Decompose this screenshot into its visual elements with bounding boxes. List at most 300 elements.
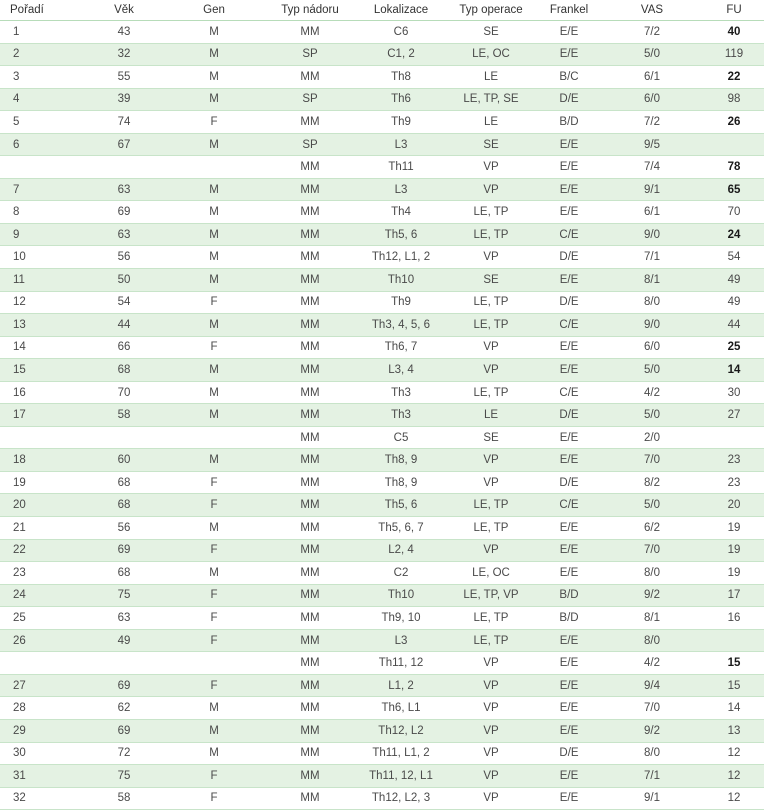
- header-poradi: Pořadí: [0, 0, 82, 21]
- cell-fu: 70: [704, 201, 764, 224]
- cell-typ-nadoru: MM: [262, 246, 358, 269]
- cell-vek: 58: [82, 404, 166, 427]
- cell-gen: M: [166, 517, 262, 540]
- cell-vas: 9/1: [600, 178, 704, 201]
- cell-frankel: E/E: [538, 697, 600, 720]
- table-row: [0, 156, 764, 179]
- cell-fu: 98: [704, 88, 764, 111]
- cell-vas: 7/2: [600, 111, 704, 134]
- cell-typ-operace: LE, TP: [444, 629, 538, 652]
- cell-poradi: [0, 652, 82, 675]
- table-row: [0, 471, 764, 494]
- cell-gen: [166, 426, 262, 449]
- cell-lokalizace: Th3: [358, 381, 444, 404]
- cell-fu: 19: [704, 539, 764, 562]
- cell-fu: 49: [704, 269, 764, 292]
- cell-fu: [704, 133, 764, 156]
- cell-frankel: E/E: [538, 517, 600, 540]
- cell-vas: 8/2: [600, 471, 704, 494]
- cell-vas: 4/2: [600, 381, 704, 404]
- cell-vas: 7/0: [600, 697, 704, 720]
- cell-gen: M: [166, 269, 262, 292]
- cell-gen: F: [166, 629, 262, 652]
- cell-typ-nadoru: MM: [262, 336, 358, 359]
- cell-typ-operace: LE, TP, VP: [444, 584, 538, 607]
- cell-fu: 16: [704, 607, 764, 630]
- cell-gen: M: [166, 314, 262, 337]
- cell-typ-operace: LE: [444, 66, 538, 89]
- cell-typ-operace: VP: [444, 156, 538, 179]
- cell-poradi: 2: [0, 43, 82, 66]
- cell-vek: 44: [82, 314, 166, 337]
- table-row: [0, 201, 764, 224]
- cell-lokalizace: Th8, 9: [358, 449, 444, 472]
- table-row: [0, 629, 764, 652]
- cell-vas: 8/1: [600, 269, 704, 292]
- cell-poradi: 10: [0, 246, 82, 269]
- cell-typ-nadoru: MM: [262, 359, 358, 382]
- cell-poradi: 28: [0, 697, 82, 720]
- cell-lokalizace: Th9: [358, 111, 444, 134]
- cell-gen: F: [166, 471, 262, 494]
- cell-fu: 12: [704, 742, 764, 765]
- cell-vas: 7/2: [600, 21, 704, 44]
- table-row: [0, 43, 764, 66]
- cell-lokalizace: Th9, 10: [358, 607, 444, 630]
- header-typ-operace: Typ operace: [444, 0, 538, 21]
- cell-frankel: D/E: [538, 88, 600, 111]
- cell-typ-operace: VP: [444, 178, 538, 201]
- table-row: [0, 314, 764, 337]
- cell-fu: 26: [704, 111, 764, 134]
- cell-vek: 75: [82, 765, 166, 788]
- cell-gen: M: [166, 381, 262, 404]
- cell-typ-nadoru: MM: [262, 674, 358, 697]
- cell-vas: 9/5: [600, 133, 704, 156]
- table-row: [0, 21, 764, 44]
- cell-vek: 54: [82, 291, 166, 314]
- cell-typ-nadoru: MM: [262, 652, 358, 675]
- cell-fu: 49: [704, 291, 764, 314]
- cell-frankel: B/C: [538, 66, 600, 89]
- cell-poradi: 21: [0, 517, 82, 540]
- cell-poradi: 30: [0, 742, 82, 765]
- cell-vek: [82, 426, 166, 449]
- table-row: [0, 246, 764, 269]
- cell-gen: F: [166, 674, 262, 697]
- cell-typ-operace: VP: [444, 765, 538, 788]
- cell-lokalizace: L1, 2: [358, 674, 444, 697]
- header-gen: Gen: [166, 0, 262, 21]
- cell-typ-nadoru: MM: [262, 111, 358, 134]
- cell-typ-operace: SE: [444, 426, 538, 449]
- cell-vek: 56: [82, 517, 166, 540]
- cell-vas: 5/0: [600, 359, 704, 382]
- cell-poradi: 5: [0, 111, 82, 134]
- cell-poradi: 25: [0, 607, 82, 630]
- cell-vek: 70: [82, 381, 166, 404]
- cell-fu: 44: [704, 314, 764, 337]
- cell-typ-nadoru: MM: [262, 494, 358, 517]
- header-typ-nadoru: Typ nádoru: [262, 0, 358, 21]
- cell-vek: 56: [82, 246, 166, 269]
- cell-typ-operace: LE, TP: [444, 291, 538, 314]
- cell-gen: [166, 156, 262, 179]
- cell-vek: 58: [82, 787, 166, 810]
- cell-gen: M: [166, 178, 262, 201]
- cell-frankel: B/D: [538, 111, 600, 134]
- header-vek: Věk: [82, 0, 166, 21]
- cell-vek: 60: [82, 449, 166, 472]
- cell-gen: M: [166, 697, 262, 720]
- cell-vek: 55: [82, 66, 166, 89]
- cell-frankel: E/E: [538, 426, 600, 449]
- cell-gen: [166, 652, 262, 675]
- cell-typ-operace: LE, OC: [444, 562, 538, 585]
- table-body: [0, 21, 764, 810]
- cell-typ-operace: LE, TP: [444, 494, 538, 517]
- cell-lokalizace: Th11: [358, 156, 444, 179]
- cell-vas: 5/0: [600, 494, 704, 517]
- cell-frankel: E/E: [538, 269, 600, 292]
- cell-poradi: 13: [0, 314, 82, 337]
- cell-vek: 75: [82, 584, 166, 607]
- cell-fu: 78: [704, 156, 764, 179]
- cell-fu: 40: [704, 21, 764, 44]
- table-row: [0, 178, 764, 201]
- cell-gen: M: [166, 719, 262, 742]
- cell-vas: 9/2: [600, 584, 704, 607]
- cell-frankel: D/E: [538, 742, 600, 765]
- cell-frankel: C/E: [538, 314, 600, 337]
- cell-lokalizace: C6: [358, 21, 444, 44]
- cell-frankel: E/E: [538, 562, 600, 585]
- cell-typ-operace: VP: [444, 674, 538, 697]
- cell-poradi: 18: [0, 449, 82, 472]
- cell-typ-operace: LE, TP: [444, 517, 538, 540]
- cell-fu: 25: [704, 336, 764, 359]
- cell-lokalizace: L3: [358, 629, 444, 652]
- cell-fu: 15: [704, 674, 764, 697]
- cell-vas: 6/1: [600, 66, 704, 89]
- cell-gen: M: [166, 449, 262, 472]
- cell-lokalizace: L3, 4: [358, 359, 444, 382]
- cell-typ-operace: LE: [444, 111, 538, 134]
- cell-fu: 119: [704, 43, 764, 66]
- cell-lokalizace: Th5, 6: [358, 223, 444, 246]
- cell-gen: M: [166, 88, 262, 111]
- cell-vek: 69: [82, 719, 166, 742]
- cell-lokalizace: Th6: [358, 88, 444, 111]
- cell-lokalizace: Th4: [358, 201, 444, 224]
- cell-frankel: E/E: [538, 178, 600, 201]
- cell-poradi: 17: [0, 404, 82, 427]
- cell-typ-nadoru: MM: [262, 629, 358, 652]
- cell-frankel: E/E: [538, 359, 600, 382]
- cell-typ-nadoru: MM: [262, 223, 358, 246]
- cell-lokalizace: L3: [358, 178, 444, 201]
- cell-vas: 6/0: [600, 336, 704, 359]
- cell-gen: F: [166, 765, 262, 788]
- cell-lokalizace: C1, 2: [358, 43, 444, 66]
- cell-fu: 23: [704, 449, 764, 472]
- cell-vas: 5/0: [600, 43, 704, 66]
- cell-vek: 67: [82, 133, 166, 156]
- cell-gen: F: [166, 539, 262, 562]
- cell-vas: 8/0: [600, 629, 704, 652]
- cell-poradi: 22: [0, 539, 82, 562]
- cell-typ-operace: LE, TP: [444, 607, 538, 630]
- cell-poradi: 16: [0, 381, 82, 404]
- cell-vek: [82, 156, 166, 179]
- cell-vek: 39: [82, 88, 166, 111]
- cell-gen: M: [166, 223, 262, 246]
- table-row: [0, 742, 764, 765]
- cell-lokalizace: Th10: [358, 269, 444, 292]
- cell-lokalizace: Th12, L1, 2: [358, 246, 444, 269]
- cell-poradi: 11: [0, 269, 82, 292]
- cell-vek: [82, 652, 166, 675]
- cell-vas: 4/2: [600, 652, 704, 675]
- table-row: [0, 133, 764, 156]
- cell-vas: 8/1: [600, 607, 704, 630]
- cell-typ-nadoru: MM: [262, 607, 358, 630]
- cell-vas: 8/0: [600, 742, 704, 765]
- cell-fu: 65: [704, 178, 764, 201]
- cell-frankel: E/E: [538, 539, 600, 562]
- cell-typ-nadoru: MM: [262, 449, 358, 472]
- cell-typ-operace: SE: [444, 269, 538, 292]
- cell-vas: 6/0: [600, 88, 704, 111]
- cell-gen: M: [166, 742, 262, 765]
- cell-typ-nadoru: MM: [262, 314, 358, 337]
- cell-vas: 7/0: [600, 539, 704, 562]
- cell-lokalizace: C2: [358, 562, 444, 585]
- cell-gen: F: [166, 111, 262, 134]
- cell-frankel: E/E: [538, 652, 600, 675]
- cell-lokalizace: Th3: [358, 404, 444, 427]
- cell-vas: 6/1: [600, 201, 704, 224]
- cell-typ-nadoru: SP: [262, 43, 358, 66]
- cell-frankel: D/E: [538, 404, 600, 427]
- cell-typ-operace: VP: [444, 742, 538, 765]
- header-row: [0, 0, 764, 21]
- header-frankel: Frankel: [538, 0, 600, 21]
- table-row: [0, 449, 764, 472]
- cell-vas: 6/2: [600, 517, 704, 540]
- cell-fu: 30: [704, 381, 764, 404]
- cell-typ-nadoru: MM: [262, 426, 358, 449]
- cell-frankel: E/E: [538, 156, 600, 179]
- cell-fu: 15: [704, 652, 764, 675]
- cell-vas: 7/4: [600, 156, 704, 179]
- cell-fu: 12: [704, 787, 764, 810]
- cell-poradi: 1: [0, 21, 82, 44]
- cell-lokalizace: Th3, 4, 5, 6: [358, 314, 444, 337]
- cell-typ-operace: VP: [444, 471, 538, 494]
- table-row: [0, 291, 764, 314]
- cell-gen: F: [166, 336, 262, 359]
- cell-poradi: 9: [0, 223, 82, 246]
- cell-frankel: E/E: [538, 787, 600, 810]
- cell-fu: 14: [704, 359, 764, 382]
- cell-typ-nadoru: MM: [262, 201, 358, 224]
- cell-lokalizace: Th11, 12, L1: [358, 765, 444, 788]
- cell-lokalizace: Th9: [358, 291, 444, 314]
- cell-typ-nadoru: SP: [262, 133, 358, 156]
- table-row: [0, 584, 764, 607]
- cell-lokalizace: Th10: [358, 584, 444, 607]
- cell-vas: 2/0: [600, 426, 704, 449]
- cell-frankel: E/E: [538, 719, 600, 742]
- table-row: [0, 719, 764, 742]
- cell-vek: 50: [82, 269, 166, 292]
- cell-vas: 9/0: [600, 223, 704, 246]
- cell-fu: 14: [704, 697, 764, 720]
- cell-poradi: 6: [0, 133, 82, 156]
- cell-poradi: 20: [0, 494, 82, 517]
- cell-lokalizace: Th12, L2, 3: [358, 787, 444, 810]
- cell-typ-operace: VP: [444, 719, 538, 742]
- table-row: [0, 539, 764, 562]
- cell-fu: 24: [704, 223, 764, 246]
- table-row: [0, 88, 764, 111]
- cell-lokalizace: L3: [358, 133, 444, 156]
- cell-gen: F: [166, 787, 262, 810]
- cell-vek: 72: [82, 742, 166, 765]
- cell-lokalizace: Th8: [358, 66, 444, 89]
- cell-poradi: [0, 426, 82, 449]
- cell-frankel: E/E: [538, 629, 600, 652]
- cell-typ-nadoru: MM: [262, 697, 358, 720]
- cell-frankel: E/E: [538, 765, 600, 788]
- cell-vas: 5/0: [600, 404, 704, 427]
- cell-vek: 68: [82, 562, 166, 585]
- cell-poradi: 15: [0, 359, 82, 382]
- table-row: [0, 336, 764, 359]
- table-row: [0, 517, 764, 540]
- table-row: [0, 674, 764, 697]
- cell-vek: 49: [82, 629, 166, 652]
- cell-typ-nadoru: MM: [262, 719, 358, 742]
- cell-typ-nadoru: MM: [262, 269, 358, 292]
- cell-fu: 20: [704, 494, 764, 517]
- table-row: [0, 765, 764, 788]
- table-row: [0, 111, 764, 134]
- cell-vas: 9/1: [600, 787, 704, 810]
- cell-fu: 19: [704, 517, 764, 540]
- table-row: [0, 66, 764, 89]
- cell-gen: M: [166, 562, 262, 585]
- cell-vek: 74: [82, 111, 166, 134]
- cell-poradi: 7: [0, 178, 82, 201]
- cell-vek: 68: [82, 471, 166, 494]
- table-row: [0, 787, 764, 810]
- table-row: [0, 494, 764, 517]
- cell-poradi: [0, 156, 82, 179]
- cell-poradi: 29: [0, 719, 82, 742]
- cell-typ-operace: LE, TP: [444, 381, 538, 404]
- cell-fu: [704, 426, 764, 449]
- cell-typ-nadoru: MM: [262, 517, 358, 540]
- cell-typ-nadoru: MM: [262, 404, 358, 427]
- cell-gen: M: [166, 43, 262, 66]
- cell-poradi: 4: [0, 88, 82, 111]
- cell-typ-operace: LE, OC: [444, 43, 538, 66]
- cell-vek: 63: [82, 607, 166, 630]
- cell-frankel: C/E: [538, 381, 600, 404]
- cell-frankel: C/E: [538, 223, 600, 246]
- cell-typ-operace: VP: [444, 449, 538, 472]
- table-row: [0, 697, 764, 720]
- cell-typ-nadoru: MM: [262, 21, 358, 44]
- cell-frankel: C/E: [538, 494, 600, 517]
- cell-typ-nadoru: MM: [262, 562, 358, 585]
- table-row: [0, 607, 764, 630]
- cell-typ-nadoru: MM: [262, 742, 358, 765]
- cell-vek: 68: [82, 494, 166, 517]
- cell-gen: M: [166, 66, 262, 89]
- table-row: [0, 269, 764, 292]
- table-row: [0, 562, 764, 585]
- cell-fu: 17: [704, 584, 764, 607]
- header-lokalizace: Lokalizace: [358, 0, 444, 21]
- cell-frankel: B/D: [538, 584, 600, 607]
- cell-vek: 66: [82, 336, 166, 359]
- header-fu: FU: [704, 0, 764, 21]
- cell-lokalizace: Th6, 7: [358, 336, 444, 359]
- cell-gen: F: [166, 584, 262, 607]
- cell-vas: 9/4: [600, 674, 704, 697]
- table-row: [0, 404, 764, 427]
- cell-poradi: 32: [0, 787, 82, 810]
- cell-fu: 12: [704, 765, 764, 788]
- cell-gen: M: [166, 21, 262, 44]
- table-row: [0, 652, 764, 675]
- cell-vek: 69: [82, 674, 166, 697]
- cell-lokalizace: Th6, L1: [358, 697, 444, 720]
- cell-lokalizace: Th12, L2: [358, 719, 444, 742]
- cell-frankel: E/E: [538, 336, 600, 359]
- cell-frankel: E/E: [538, 43, 600, 66]
- cell-frankel: E/E: [538, 21, 600, 44]
- cell-gen: M: [166, 246, 262, 269]
- cell-vas: 7/0: [600, 449, 704, 472]
- cell-typ-operace: LE, TP: [444, 223, 538, 246]
- cell-gen: F: [166, 494, 262, 517]
- cell-vek: 68: [82, 359, 166, 382]
- cell-lokalizace: Th5, 6, 7: [358, 517, 444, 540]
- cell-typ-operace: VP: [444, 652, 538, 675]
- cell-vek: 69: [82, 539, 166, 562]
- cell-fu: 13: [704, 719, 764, 742]
- cell-frankel: E/E: [538, 201, 600, 224]
- cell-typ-operace: LE, TP: [444, 201, 538, 224]
- cell-typ-operace: SE: [444, 21, 538, 44]
- cell-vas: 9/0: [600, 314, 704, 337]
- cell-typ-nadoru: MM: [262, 584, 358, 607]
- table-row: [0, 381, 764, 404]
- cell-typ-operace: VP: [444, 539, 538, 562]
- cell-typ-nadoru: SP: [262, 88, 358, 111]
- cell-vek: 43: [82, 21, 166, 44]
- cell-fu: 54: [704, 246, 764, 269]
- cell-lokalizace: L2, 4: [358, 539, 444, 562]
- cell-poradi: 8: [0, 201, 82, 224]
- cell-typ-nadoru: MM: [262, 66, 358, 89]
- cell-fu: 23: [704, 471, 764, 494]
- cell-typ-nadoru: MM: [262, 471, 358, 494]
